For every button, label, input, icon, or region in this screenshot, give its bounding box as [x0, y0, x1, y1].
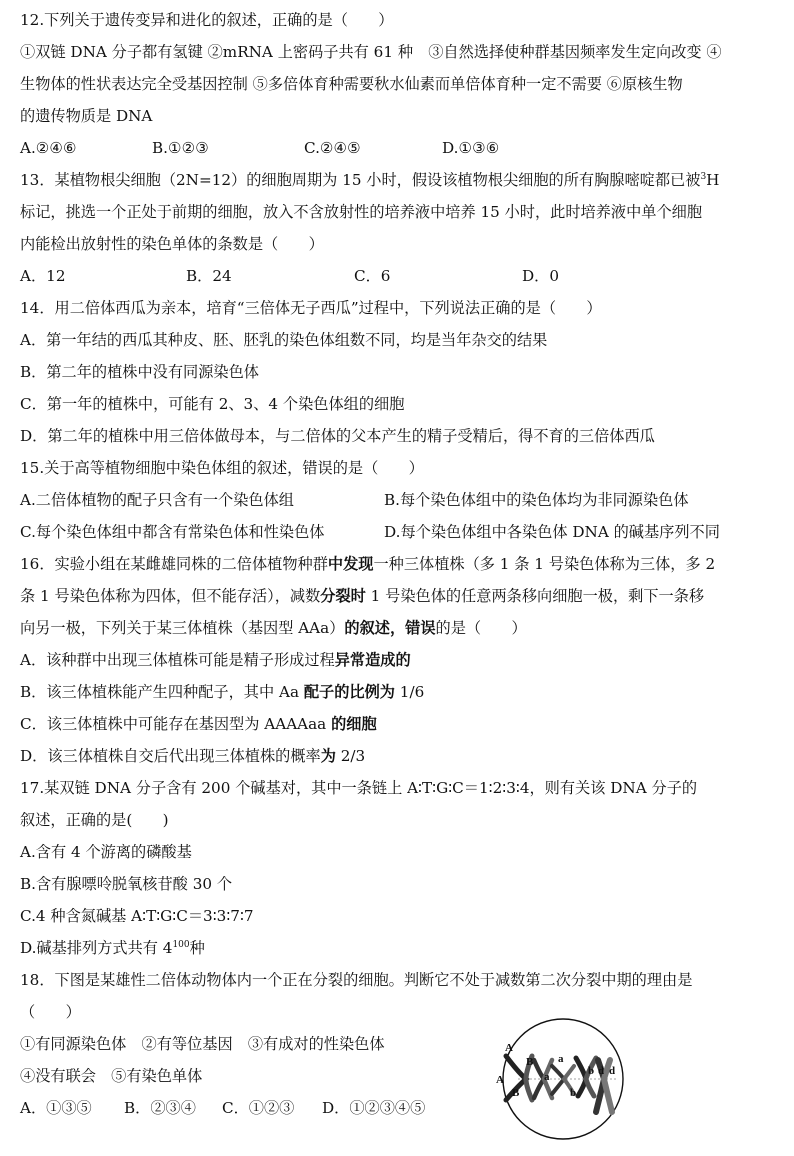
q15-option-b: B.每个染色体组中的染色体均为非同源染色体	[384, 491, 689, 509]
q13-line-2: 标记，挑选一个正处于前期的细胞，放入不含放射性的培养液中培养 15 小时，此时培养液中单个细胞	[20, 203, 703, 221]
gene-label: a	[558, 1053, 564, 1065]
q17-option-d: D.碱基排列方式共有 $4^{100}$种	[20, 939, 205, 957]
q15-option-a: A.二倍体植物的配子只含有一个染色体组	[20, 491, 294, 509]
q12-option-b: B.①②③	[152, 139, 209, 157]
gene-label: B	[526, 1056, 534, 1068]
q14-option-c: C．第一年的植株中，可能有 2、3、4 个染色体组的细胞	[20, 395, 405, 413]
q16-line-1: 16．实验小组在某雌雄同株的二倍体植物种群中发现一种三体植株（多 1 条 1 号染色体称为三体，多 2	[20, 555, 716, 573]
q13-option-b: B．24	[186, 267, 232, 285]
q17-option-a: A.含有 4 个游离的磷酸基	[20, 843, 192, 861]
gene-label: B	[512, 1087, 520, 1099]
q14-option-d: D．第二年的植株中用三倍体做母本，与二倍体的父本产生的精子受精后，得不育的三倍体西瓜	[20, 427, 655, 445]
q13-option-a: A．12	[20, 267, 66, 285]
q16-option-b: B．该三体植株能产生四种配子，其中 Aa 配子的比例为 1/6	[20, 683, 425, 701]
q12-option-a: A.②④⑥	[20, 139, 77, 157]
cell-division-figure	[488, 1016, 638, 1142]
gene-label: b	[588, 1065, 595, 1077]
q14-option-b: B．第二年的植株中没有同源染色体	[20, 363, 259, 381]
q17-line-2: 叙述，正确的是( )	[20, 811, 169, 829]
chromosome-4	[576, 1058, 596, 1096]
q12-line-3: 的遗传物质是 DNA	[20, 107, 153, 125]
q16-option-c: C．该三体植株中可能存在基因型为 AAAAaa 的细胞	[20, 715, 377, 733]
gene-label: A	[505, 1042, 513, 1054]
q16-option-d: D．该三体植株自交后代出现三体植株的概率为 2/3	[20, 747, 366, 765]
q15-stem: 15.关于高等植物细胞中染色体组的叙述，错误的是（ ）	[20, 459, 424, 477]
q14-stem: 14．用二倍体西瓜为亲本，培育“三倍体无子西瓜”过程中，下列说法正确的是（ ）	[20, 299, 602, 317]
q16-line-3: 向另一极，下列关于某三体植株（基因型 AAa）的叙述，错误的是（ ）	[20, 619, 527, 637]
q18-line-3: ①有同源染色体 ②有等位基因 ③有成对的性染色体	[20, 1035, 385, 1053]
q13-line-1: 13．某植物根尖细胞（2N=12）的细胞周期为 15 小时，假设该植物根尖细胞的所有胸腺嘧啶都已被$^3$H	[20, 171, 720, 189]
q12-option-d: D.①③⑥	[442, 139, 500, 157]
gene-label: A	[496, 1074, 504, 1086]
gene-label: d	[609, 1065, 616, 1077]
q18-option-c: C．①②③	[222, 1099, 295, 1117]
gene-label: b	[570, 1087, 577, 1099]
q13-line-3: 内能检出放射性的染色单体的条数是（ ）	[20, 235, 324, 253]
q17-line-1: 17.某双链 DNA 分子含有 200 个碱基对，其中一条链上 A∶T∶G∶C＝1∶2∶3∶4，则有关该 DNA 分子的	[20, 779, 698, 797]
q13-option-d: D．0	[522, 267, 560, 285]
q18-option-b: B．②③④	[124, 1099, 196, 1117]
q12-option-c: C.②④⑤	[304, 139, 361, 157]
q17-option-b: B.含有腺嘌呤脱氧核苷酸 30 个	[20, 875, 233, 893]
q18-option-a: A．①③⑤	[20, 1099, 92, 1117]
q14-option-a: A．第一年结的西瓜其种皮、胚、胚乳的染色体组数不同，均是当年杂交的结果	[20, 331, 548, 349]
q17-option-c: C.4 种含氮碱基 A∶T∶G∶C＝3∶3∶7∶7	[20, 907, 254, 925]
gene-label: d	[598, 1065, 605, 1077]
q13-option-c: C．6	[354, 267, 391, 285]
q12-line-1: ①双链 DNA 分子都有氢键 ②mRNA 上密码子共有 61 种 ③自然选择使种群基因频率发生定向改变 ④	[20, 43, 722, 61]
q18-option-d: D．①②③④⑤	[322, 1099, 426, 1117]
q12-line-2: 生物体的性状表达完全受基因控制 ⑤多倍体育种需要秋水仙素而单倍体育种一定不需要 ⑥原核生物	[20, 75, 683, 93]
q16-option-a: A．该种群中出现三体植株可能是精子形成过程异常造成的	[20, 651, 411, 669]
q15-option-c: C.每个染色体组中都含有常染色体和性染色体	[20, 523, 325, 541]
q12-stem: 12.下列关于遗传变异和进化的叙述，正确的是（ ）	[20, 11, 394, 29]
q16-line-2: 条 1 号染色体称为四体，但不能存活），减数分裂时 1 号染色体的任意两条移向细胞一极，剩下一条移	[20, 587, 705, 605]
q15-option-d: D.每个染色体组中各染色体 DNA 的碱基序列不同	[384, 523, 720, 541]
q18-line-1: 18．下图是某雄性二倍体动物体内一个正在分裂的细胞。判断它不处于减数第二次分裂中期的理由是	[20, 971, 693, 989]
q18-line-4: ④没有联会 ⑤有染色单体	[20, 1067, 203, 1085]
gene-label: a	[544, 1071, 550, 1083]
q18-line-2: （ ）	[20, 1003, 81, 1021]
